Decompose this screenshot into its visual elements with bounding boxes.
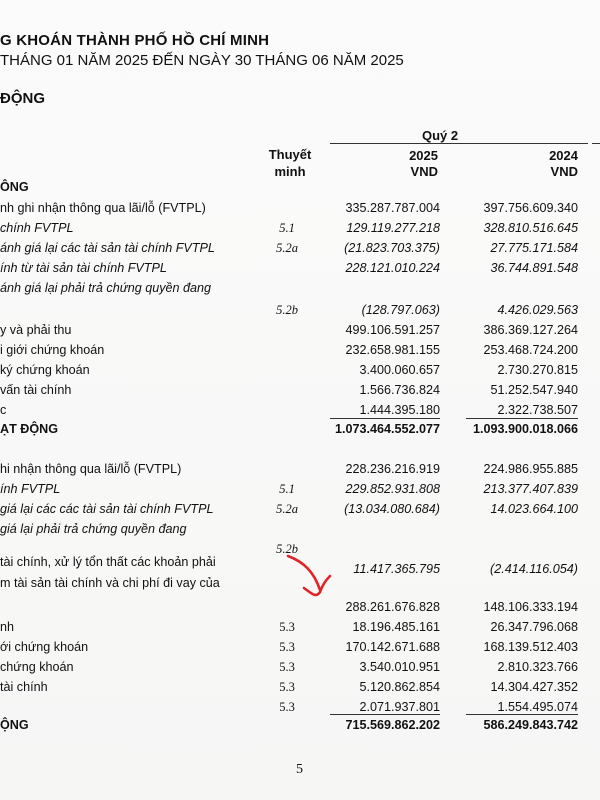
row-label: chính FVTPL: [0, 221, 74, 235]
subtotal-rule: [330, 714, 440, 715]
row-value-2024: 1.554.495.074: [497, 700, 578, 714]
year-2024-header: [458, 148, 578, 180]
row-value-2024: 253.468.724.200: [483, 343, 578, 357]
row-value-2025: 228.236.216.919: [345, 462, 440, 476]
subtotal-rule: [330, 418, 440, 419]
row-value-2024: 36.744.891.548: [490, 261, 578, 275]
row-value-2025: 335.287.787.004: [345, 201, 440, 215]
statement-row: [0, 638, 600, 656]
subtotal-rule: [466, 418, 578, 419]
row-value-2025: 129.119.277.218: [346, 221, 440, 235]
row-label: giá lại phải trả chứng quyền đang: [0, 522, 187, 536]
row-value-2025: 5.120.862.854: [359, 680, 440, 694]
row-note: 5.3: [279, 620, 295, 634]
row-value-2025: 3.540.010.951: [359, 660, 440, 674]
row-value-2025: (13.034.080.684): [344, 502, 440, 516]
year-2024-label: 2024: [549, 148, 578, 163]
row-value-2024: 1.093.900.018.066: [472, 422, 578, 436]
row-label: ới chứng khoán: [0, 640, 89, 654]
row-label: tài chính, xử lý tổn thất các khoản phải: [0, 555, 216, 569]
row-value-2025: (21.823.703.375): [344, 241, 440, 255]
row-label: ỘNG: [0, 718, 29, 732]
row-note: 5.2a: [276, 502, 298, 516]
statement-row: [0, 321, 600, 339]
row-value-2024: 328.810.516.645: [483, 221, 578, 235]
row-label: nh ghi nhận thông qua lãi/lỗ (FVTPL): [0, 201, 206, 215]
statement-row: [0, 460, 600, 478]
red-arrow-annotation: [270, 548, 340, 608]
statement-row: [0, 716, 600, 734]
statement-row: [0, 239, 600, 257]
row-value-2025: 11.417.365.795: [353, 562, 440, 576]
row-value-2024: 14.304.427.352: [490, 680, 578, 694]
row-value-2024: 213.377.407.839: [483, 482, 578, 496]
row-value-2025: 18.196.485.161: [352, 620, 440, 634]
row-value-2024: 2.810.323.766: [497, 660, 578, 674]
row-label: m tài sản tài chính và chi phí đi vay của: [0, 576, 220, 590]
row-label: tài chính: [0, 680, 48, 694]
row-note: 5.3: [279, 680, 295, 694]
statement-row: [0, 658, 600, 676]
row-value-2024: 51.252.547.940: [490, 383, 578, 397]
row-label: nh: [0, 620, 15, 634]
row-label: y và phải thu: [0, 323, 72, 337]
row-value-2024: 14.023.664.100: [490, 502, 578, 516]
row-value-2025: 170.142.671.688: [345, 640, 440, 654]
row-note: 5.2a: [276, 241, 298, 255]
row-label: ÔNG: [0, 180, 29, 194]
quarter-header: Quý 2: [422, 128, 459, 143]
row-label: ký chứng khoán: [0, 363, 90, 377]
period-title: THÁNG 01 NĂM 2025 ĐẾN NGÀY 30 THÁNG 06 NĂM 2025: [0, 52, 404, 69]
statement-row: [0, 500, 600, 518]
note-header-line1: Thuyết: [268, 147, 312, 162]
row-value-2024: 224.986.955.885: [483, 462, 578, 476]
year-2025-unit: VND: [410, 164, 438, 179]
statement-row: [0, 219, 600, 237]
row-value-2025: (128.797.063): [361, 303, 440, 317]
statement-row: [0, 678, 600, 696]
statement-row: [0, 341, 600, 359]
row-note: 5.3: [279, 700, 295, 714]
statement-row: [0, 279, 600, 297]
row-value-2024: 2.730.270.815: [497, 363, 578, 377]
note-column-header: [262, 146, 318, 180]
statement-row: [0, 401, 600, 419]
row-note: 5.2b: [276, 542, 298, 556]
quarter-underline: [330, 143, 588, 144]
row-value-2025: 2.071.937.801: [359, 700, 440, 714]
row-label: ánh giá lại các tài sản tài chính FVTPL: [0, 241, 215, 255]
row-label: c: [0, 403, 7, 417]
row-value-2025: 1.073.464.552.077: [334, 422, 440, 436]
statement-row: [0, 259, 600, 277]
row-label: chứng khoán: [0, 660, 74, 674]
statement-row: [0, 301, 600, 319]
statement-row: [0, 178, 600, 196]
statement-row: [0, 361, 600, 379]
row-label: ính FVTPL: [0, 482, 61, 496]
row-value-2024: 386.369.127.264: [483, 323, 578, 337]
row-label: ính từ tài sản tài chính FVTPL: [0, 261, 167, 275]
statement-row: [0, 381, 600, 399]
subtotal-rule: [466, 714, 578, 715]
row-value-2025: 1.566.736.824: [359, 383, 440, 397]
row-value-2024: 148.106.333.194: [483, 600, 578, 614]
row-value-2024: 397.756.609.340: [483, 201, 578, 215]
statement-row: [0, 618, 600, 636]
statement-row: [0, 520, 600, 538]
row-value-2025: 228.121.010.224: [345, 261, 440, 275]
next-column-underline: [592, 143, 600, 144]
row-value-2025: 3.400.060.657: [359, 363, 440, 377]
row-value-2024: 27.775.171.584: [490, 241, 578, 255]
row-label: ẠT ĐỘNG: [0, 422, 59, 436]
row-value-2024: 2.322.738.507: [497, 403, 578, 417]
row-note: 5.1: [279, 482, 295, 496]
row-label: giá lại các các tài sản tài chính FVTPL: [0, 502, 214, 516]
year-2025-label: 2025: [409, 148, 438, 163]
statement-row: [0, 480, 600, 498]
note-header-line2: minh: [274, 164, 306, 179]
row-value-2024: 168.139.512.403: [483, 640, 578, 654]
row-value-2024: (2.414.116.054): [490, 562, 578, 576]
row-label: hi nhận thông qua lãi/lỗ (FVTPL): [0, 462, 182, 476]
statement-row: [0, 443, 600, 461]
year-2024-unit: VND: [550, 164, 578, 179]
row-value-2025: 288.261.676.828: [345, 600, 440, 614]
row-value-2024: 586.249.843.742: [483, 718, 578, 732]
row-value-2024: 26.347.796.068: [490, 620, 578, 634]
row-value-2025: 715.569.862.202: [345, 718, 440, 732]
row-note: 5.3: [279, 640, 295, 654]
row-label: vấn tài chính: [0, 383, 72, 397]
statement-title: ĐỘNG: [0, 90, 45, 107]
row-value-2024: 4.426.029.563: [497, 303, 578, 317]
company-title: G KHOÁN THÀNH PHỐ HỒ CHÍ MINH: [0, 32, 270, 49]
row-value-2025: 229.852.931.808: [345, 482, 440, 496]
row-note: 5.2b: [276, 303, 298, 317]
row-value-2025: 232.658.981.155: [345, 343, 440, 357]
page-number: 5: [296, 762, 303, 777]
row-note: 5.3: [279, 660, 295, 674]
year-2025-header: [318, 148, 438, 180]
row-label: ánh giá lại phải trả chứng quyền đang: [0, 281, 212, 295]
row-value-2025: 499.106.591.257: [345, 323, 440, 337]
row-note: 5.1: [279, 221, 295, 235]
statement-row: [0, 199, 600, 217]
row-value-2025: 1.444.395.180: [359, 403, 440, 417]
statement-row: [0, 420, 600, 438]
row-label: i giới chứng khoán: [0, 343, 105, 357]
